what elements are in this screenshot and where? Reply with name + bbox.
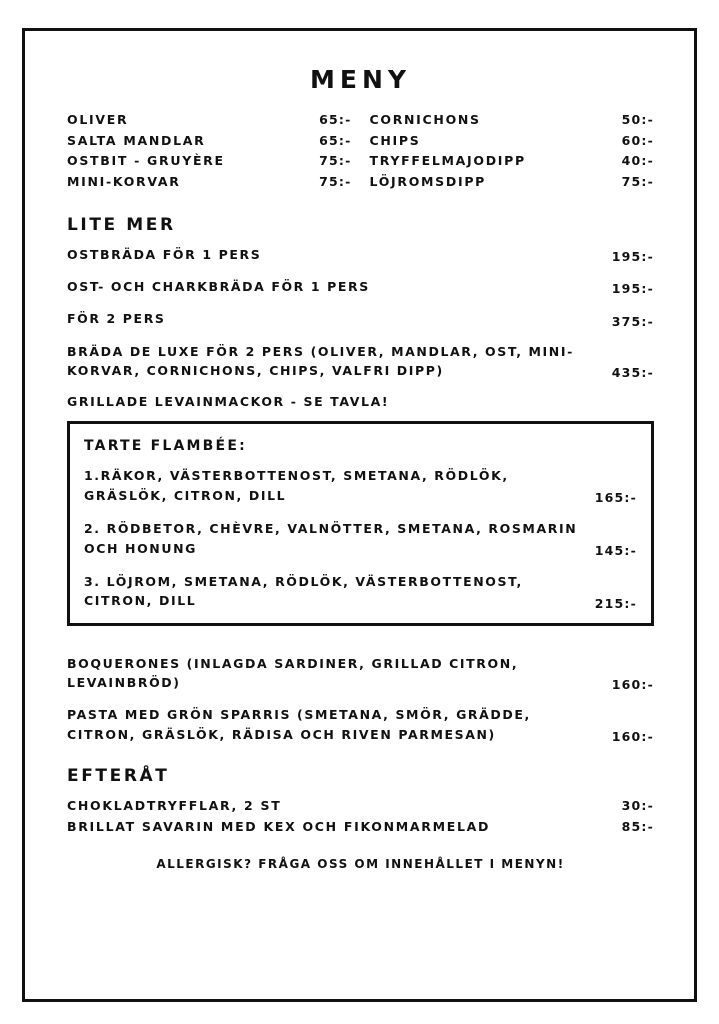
item-name: MINI-KORVAR	[67, 173, 181, 189]
item-price: 195:-	[611, 248, 654, 264]
menu-sheet	[22, 28, 697, 1002]
item-price: 435:-	[611, 365, 654, 381]
item-price: 215:-	[594, 595, 637, 611]
item-price: 375:-	[611, 313, 654, 329]
item-price: 145:-	[594, 542, 637, 558]
mains-list	[67, 654, 654, 745]
list-item	[67, 654, 654, 693]
section-heading-lite-mer: LITE MER	[67, 214, 176, 235]
item-name: LÖJROMSDIPP	[369, 173, 487, 189]
item-price: 50:-	[621, 112, 654, 127]
item-name: OSTBRÄDA FÖR 1 PERS	[67, 246, 262, 262]
item-name: CHIPS	[369, 132, 421, 148]
item-name: OLIVER	[67, 112, 129, 127]
item-price: 60:-	[621, 132, 654, 148]
item-name: TRYFFELMAJODIPP	[369, 153, 526, 169]
item-price: 160:-	[611, 729, 654, 745]
item-name: OSTBIT - GRUYÈRE	[67, 153, 225, 169]
list-item	[67, 796, 654, 817]
item-name: PASTA MED GRÖN SPARRIS (SMETANA, SMÖR, GRÄDDE, CITRON, GRÄSLÖK, RÄDISA OCH RIVEN PARMESAN)	[67, 707, 531, 742]
item-price: 30:-	[621, 798, 654, 814]
list-item	[67, 342, 654, 381]
list-item	[67, 110, 352, 131]
list-item	[370, 172, 655, 193]
item-name: CHOKLADTRYFFLAR, 2 ST	[67, 798, 282, 814]
item-name: BRÄDA DE LUXE FÖR 2 PERS (OLIVER, MANDLAR, OST, MINI-KORVAR, CORNICHONS, CHIPS, VALFRI DIPP)	[67, 343, 574, 378]
item-price: 165:-	[594, 490, 637, 506]
item-price: 195:-	[611, 281, 654, 297]
list-item	[67, 131, 352, 152]
item-name: CORNICHONS	[369, 112, 481, 127]
list-item	[84, 466, 637, 505]
item-name: OST- OCH CHARKBRÄDA FÖR 1 PERS	[67, 278, 370, 294]
item-price: 75:-	[319, 153, 352, 169]
item-price: 75:-	[621, 173, 654, 189]
list-item	[67, 309, 654, 328]
list-item	[370, 110, 655, 131]
list-item	[67, 705, 654, 744]
item-name: 1.RÄKOR, VÄSTERBOTTENOST, SMETANA, RÖDLÖK, GRÄSLÖK, CITRON, DILL	[84, 468, 509, 503]
list-item	[67, 172, 352, 193]
list-item	[67, 817, 654, 838]
allergy-note: ALLERGISK? FRÅGA OSS OM INNEHÅLLET I MENYN!	[156, 857, 565, 872]
item-name: SALTA MANDLAR	[67, 132, 206, 148]
item-price: 65:-	[319, 132, 352, 148]
list-item	[67, 245, 654, 264]
item-price: 65:-	[319, 112, 352, 127]
list-item	[370, 131, 655, 152]
page-title: MENY	[310, 65, 411, 94]
snacks-list	[67, 110, 654, 193]
tarte-flambee-heading: TARTE FLAMBÉE:	[84, 438, 247, 455]
item-name: 2. RÖDBETOR, CHÈVRE, VALNÖTTER, SMETANA, ROSMARIN OCH HONUNG	[84, 521, 578, 556]
spacer	[67, 644, 654, 654]
item-name: 3. LÖJROM, SMETANA, RÖDLÖK, VÄSTERBOTTENOST, CITRON, DILL	[84, 573, 523, 609]
levainmackor-note: GRILLADE LEVAINMACKOR - SE TAVLA!	[67, 394, 390, 410]
item-price: 85:-	[621, 818, 654, 834]
efterat-list	[67, 796, 654, 837]
item-name: FÖR 2 PERS	[67, 311, 166, 327]
item-name: BRILLAT SAVARIN MED KEX OCH FIKONMARMELAD	[67, 818, 491, 834]
list-item	[67, 277, 654, 296]
item-price: 160:-	[611, 677, 654, 693]
list-item	[67, 151, 352, 172]
item-name: BOQUERONES (INLAGDA SARDINER, GRILLAD CITRON, LEVAINBRÖD)	[67, 655, 519, 690]
list-item	[370, 151, 655, 172]
item-price: 75:-	[319, 173, 352, 189]
section-heading-efterat: EFTERÅT	[67, 766, 170, 787]
list-item	[84, 572, 637, 611]
tarte-flambee-box	[67, 421, 654, 625]
list-item	[84, 519, 637, 558]
item-price: 40:-	[621, 153, 654, 169]
lite-mer-list	[67, 245, 654, 381]
